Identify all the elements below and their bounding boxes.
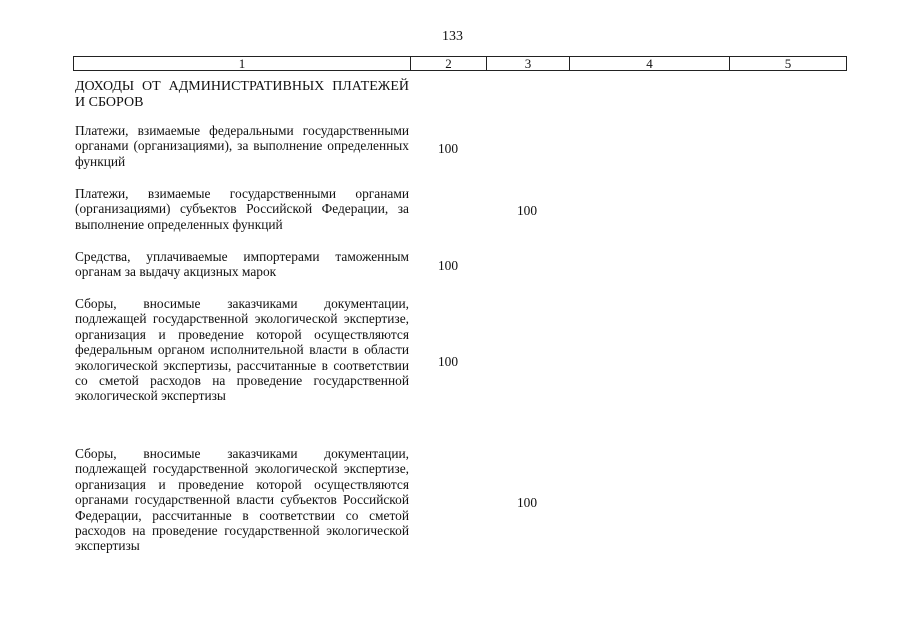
- row-description: Средства, уплачиваемые импортерами таможенным органам за выдачу акцизных марок: [75, 249, 409, 280]
- column-header-2: 2: [411, 57, 487, 71]
- page-number: 133: [442, 29, 463, 44]
- column-header-1: 1: [74, 57, 411, 71]
- section-heading: ДОХОДЫ ОТ АДМИНИСТРАТИВНЫХ ПЛАТЕЖЕЙ И СБОРОВ: [75, 79, 409, 110]
- row-value-col2: 100: [437, 354, 459, 369]
- row-description: Сборы, вносимые заказчиками документации, подлежащей государственной экологической экспертизе, организация и проведение которой осуществляются органами государственной власти субъектов Российской Федерации, рассчитанные в соответствии со сметой расходов на проведение государственной экологической экспертизы: [75, 446, 409, 554]
- row-description: Платежи, взимаемые федеральными государственными органами (организациями), за выполнение определенных функций: [75, 123, 409, 169]
- column-header-table: [73, 56, 847, 71]
- row-value-col2: 100: [437, 141, 459, 156]
- row-value-col3: 100: [516, 495, 538, 510]
- column-header-4: 4: [570, 57, 730, 71]
- row-value-col2: 100: [437, 258, 459, 273]
- row-description: Платежи, взимаемые государственными органами (организациями) субъектов Российской Федерации, за выполнение определенных функций: [75, 186, 409, 232]
- column-header-5: 5: [730, 57, 847, 71]
- row-value-col3: 100: [516, 203, 538, 218]
- row-description: Сборы, вносимые заказчиками документации, подлежащей государственной экологической экспертизе, организация и проведение которой осуществляются федеральным органом исполнительной власти в области экологической экспертизы, рассчитанные в соответствии со сметой расходов на проведение государственной экологической экспертизы: [75, 296, 409, 404]
- column-header-row: [74, 57, 847, 71]
- column-header-3: 3: [487, 57, 570, 71]
